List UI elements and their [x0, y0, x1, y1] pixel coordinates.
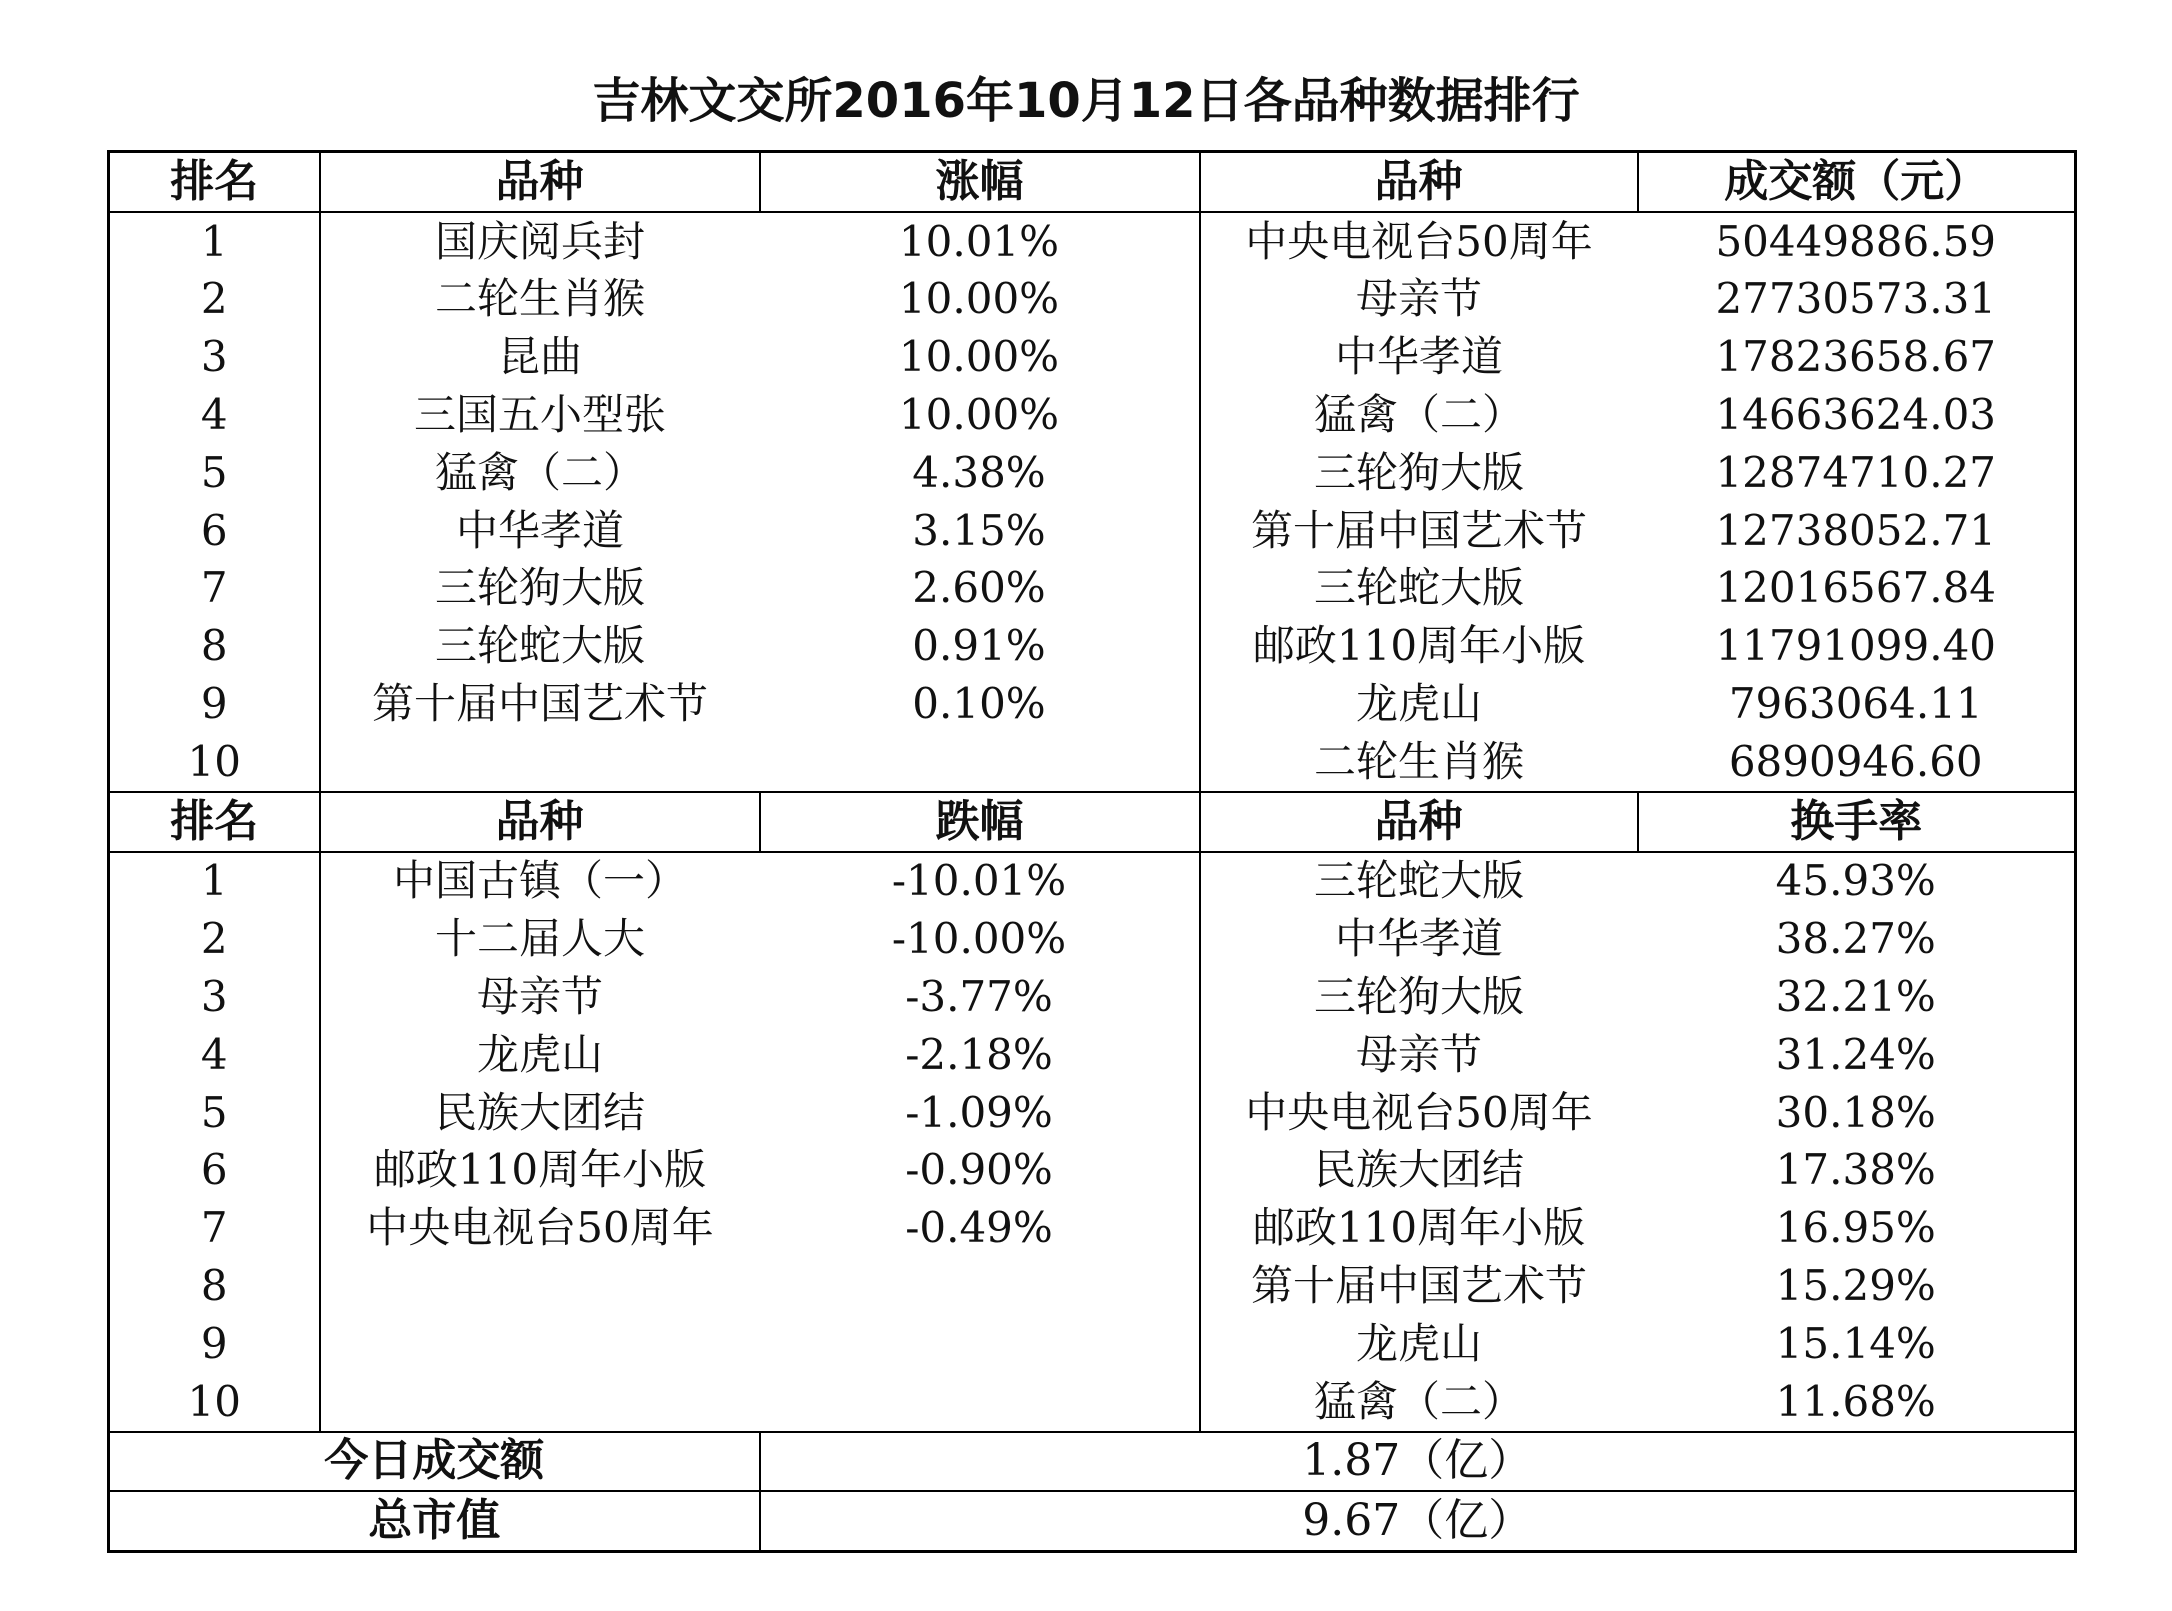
- table-row: [109, 852, 2076, 911]
- table-row: [109, 1026, 2076, 1084]
- cell-variety-right: 三轮狗大版: [1313, 447, 1524, 497]
- table-row: [109, 502, 2076, 560]
- cell-variety-right: 中华孝道: [1334, 332, 1503, 382]
- cell-rank: 6: [109, 1142, 320, 1200]
- table-row: [109, 271, 2076, 329]
- cell-change: -10.00%: [760, 910, 1200, 968]
- cell-variety: 猛禽（二）: [434, 447, 645, 497]
- cell-rank: 7: [109, 1199, 320, 1257]
- cell-rank: 2: [109, 271, 320, 329]
- cell-change: [760, 1257, 1200, 1315]
- cell-variety-right: 二轮生肖猴: [1200, 733, 1638, 792]
- cell-rank: 1: [109, 852, 320, 911]
- cell-metric: 38.27%: [1638, 910, 2076, 968]
- cell-rank: 2: [109, 910, 320, 968]
- table-row: [109, 1142, 2076, 1200]
- cell-variety: 龙虎山: [476, 1029, 603, 1079]
- cell-change: -2.18%: [760, 1026, 1200, 1084]
- table-row: [109, 1199, 2076, 1257]
- cell-change: 4.38%: [760, 444, 1200, 502]
- cell-metric: 31.24%: [1638, 1026, 2076, 1084]
- cell-variety: [320, 733, 760, 792]
- table-row: [109, 675, 2076, 733]
- cell-change: -0.90%: [760, 1142, 1200, 1200]
- column-header-metric: 成交额（元）: [1638, 152, 2076, 212]
- cell-variety-right: 龙虎山: [1355, 1318, 1482, 1368]
- cell-metric: 15.14%: [1638, 1315, 2076, 1373]
- cell-rank: 3: [109, 328, 320, 386]
- column-header-variety: 品种: [320, 792, 760, 852]
- cell-variety: [320, 1315, 760, 1373]
- cell-change: 10.00%: [760, 328, 1200, 386]
- cell-variety: 第十届中国艺术节: [371, 679, 708, 729]
- cell-change: [760, 1373, 1200, 1432]
- ranking-table: [107, 150, 2077, 1553]
- cell-metric: 32.21%: [1638, 968, 2076, 1026]
- cell-metric: 27730573.31: [1638, 271, 2076, 329]
- cell-variety: [320, 1373, 760, 1432]
- column-header-variety: 品种: [320, 152, 760, 212]
- cell-change: -3.77%: [760, 968, 1200, 1026]
- section1-header-row: [109, 152, 2076, 212]
- cell-metric: 17.38%: [1638, 1142, 2076, 1200]
- cell-metric: 45.93%: [1638, 852, 2076, 911]
- cell-rank: 1: [109, 212, 320, 271]
- table-row: [109, 910, 2076, 968]
- cell-variety: 母亲节: [476, 972, 603, 1022]
- cell-variety-right: 猛禽（二）: [1200, 1373, 1638, 1432]
- today-turnover-value: 1.87（亿）: [760, 1432, 2076, 1492]
- column-header-change: 跌幅: [760, 792, 1200, 852]
- cell-rank: 3: [109, 968, 320, 1026]
- cell-metric: 12738052.71: [1638, 502, 2076, 560]
- cell-metric: 15.29%: [1638, 1257, 2076, 1315]
- cell-variety-right: 中央电视台50周年: [1245, 1087, 1593, 1137]
- cell-variety-right: 中央电视台50周年: [1245, 216, 1593, 266]
- cell-change: 0.91%: [760, 617, 1200, 675]
- cell-metric: 12874710.27: [1638, 444, 2076, 502]
- cell-variety-right: 三轮狗大版: [1313, 972, 1524, 1022]
- column-header-metric: 换手率: [1638, 792, 2076, 852]
- cell-variety: 中央电视台50周年: [366, 1203, 714, 1253]
- cell-variety: 十二届人大: [434, 914, 645, 964]
- column-header-variety-right: 品种: [1200, 792, 1638, 852]
- column-header-rank: 排名: [109, 792, 320, 852]
- cell-rank: 9: [109, 1315, 320, 1373]
- table-row: [109, 617, 2076, 675]
- cell-metric: 11.68%: [1638, 1373, 2076, 1432]
- cell-variety-right: 邮政110周年小版: [1252, 1203, 1586, 1253]
- table-row: [109, 1084, 2076, 1142]
- cell-rank: 4: [109, 386, 320, 444]
- cell-variety: 国庆阅兵封: [434, 216, 645, 266]
- table-row: [109, 444, 2076, 502]
- cell-variety: 三轮蛇大版: [434, 621, 645, 671]
- cell-rank: 10: [109, 1373, 320, 1432]
- cell-rank: 9: [109, 675, 320, 733]
- cell-change: 10.00%: [760, 386, 1200, 444]
- cell-variety-right: 中华孝道: [1334, 914, 1503, 964]
- table-row: [109, 328, 2076, 386]
- cell-metric: 16.95%: [1638, 1199, 2076, 1257]
- cell-rank: 6: [109, 502, 320, 560]
- column-header-rank: 排名: [109, 152, 320, 212]
- total-market-cap-row: [109, 1491, 2076, 1551]
- table-row: [109, 560, 2076, 618]
- cell-variety: 昆曲: [497, 332, 582, 382]
- cell-change: 10.01%: [760, 212, 1200, 271]
- cell-metric: 14663624.03: [1638, 386, 2076, 444]
- cell-change: 10.00%: [760, 271, 1200, 329]
- cell-variety-right: 第十届中国艺术节: [1250, 1261, 1587, 1311]
- cell-change: -10.01%: [760, 852, 1200, 911]
- cell-change: -1.09%: [760, 1084, 1200, 1142]
- cell-variety: 民族大团结: [434, 1087, 645, 1137]
- cell-variety: 三轮狗大版: [434, 563, 645, 613]
- cell-variety-right: 三轮蛇大版: [1313, 856, 1524, 906]
- cell-variety-right: 猛禽（二）: [1313, 390, 1524, 440]
- cell-variety-right: 邮政110周年小版: [1252, 621, 1586, 671]
- cell-metric: 30.18%: [1638, 1084, 2076, 1142]
- total-market-cap-label: 总市值: [109, 1491, 760, 1551]
- cell-metric: 11791099.40: [1638, 617, 2076, 675]
- cell-change: 0.10%: [760, 675, 1200, 733]
- cell-variety: 中国古镇（一）: [392, 856, 687, 906]
- today-turnover-label: 今日成交额: [109, 1432, 760, 1492]
- cell-variety-right: 三轮蛇大版: [1313, 563, 1524, 613]
- column-header-variety-right: 品种: [1200, 152, 1638, 212]
- cell-rank: 8: [109, 1257, 320, 1315]
- total-market-cap-value: 9.67（亿）: [760, 1491, 2076, 1551]
- cell-variety-right: 母亲节: [1355, 1029, 1482, 1079]
- table-row: [109, 212, 2076, 271]
- cell-metric: 6890946.60: [1638, 733, 2076, 792]
- table-row: [109, 386, 2076, 444]
- today-turnover-row: [109, 1432, 2076, 1492]
- cell-rank: 7: [109, 560, 320, 618]
- cell-change: -0.49%: [760, 1199, 1200, 1257]
- table-row: [109, 733, 2076, 792]
- table-row: [109, 968, 2076, 1026]
- cell-variety: 三国五小型张: [413, 390, 666, 440]
- table-row: [109, 1315, 2076, 1373]
- cell-rank: 5: [109, 1084, 320, 1142]
- section2-header-row: [109, 792, 2076, 852]
- cell-rank: 4: [109, 1026, 320, 1084]
- cell-variety-right: 龙虎山: [1355, 679, 1482, 729]
- cell-variety-right: 第十届中国艺术节: [1250, 505, 1587, 555]
- cell-metric: 50449886.59: [1638, 212, 2076, 271]
- page-title: 吉林文交所2016年10月12日各品种数据排行: [592, 73, 1580, 129]
- cell-metric: 12016567.84: [1638, 560, 2076, 618]
- cell-variety: [320, 1257, 760, 1315]
- cell-change: [760, 1315, 1200, 1373]
- cell-variety-right: 母亲节: [1355, 274, 1482, 324]
- cell-variety: 中华孝道: [455, 505, 624, 555]
- cell-change: 2.60%: [760, 560, 1200, 618]
- cell-rank: 5: [109, 444, 320, 502]
- table-row: [109, 1373, 2076, 1432]
- cell-rank: 8: [109, 617, 320, 675]
- cell-variety-right: 民族大团结: [1313, 1145, 1524, 1195]
- column-header-change: 涨幅: [760, 152, 1200, 212]
- cell-variety: 邮政110周年小版: [373, 1145, 707, 1195]
- cell-change: 3.15%: [760, 502, 1200, 560]
- cell-metric: 7963064.11: [1638, 675, 2076, 733]
- cell-rank: 10: [109, 733, 320, 792]
- table-row: [109, 1257, 2076, 1315]
- cell-variety: 二轮生肖猴: [434, 274, 645, 324]
- cell-metric: 17823658.67: [1638, 328, 2076, 386]
- cell-change: [760, 733, 1200, 792]
